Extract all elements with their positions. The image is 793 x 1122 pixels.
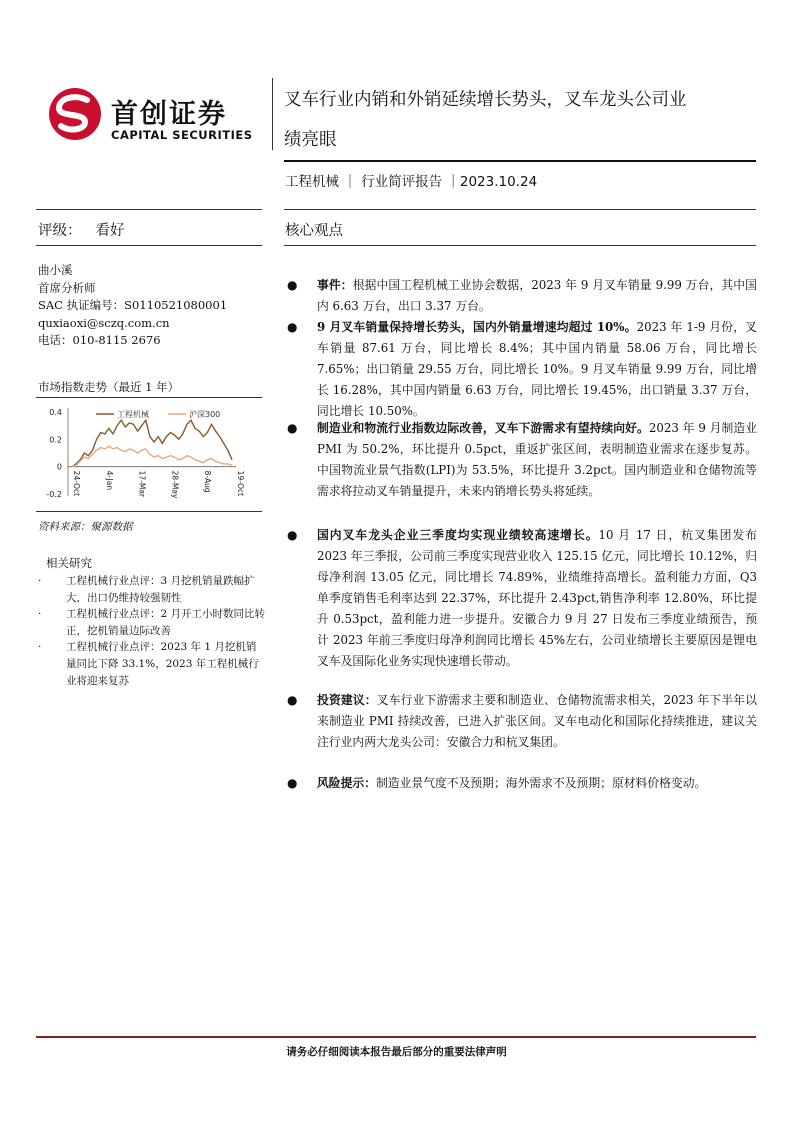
y-tick-label: -0.2 [46, 490, 62, 499]
x-tick-label: 24-Oct [72, 470, 81, 497]
legal-notice: 请务必仔细阅读本报告最后部分的重要法律声明 [286, 1046, 507, 1058]
bullet-body: 制造业景气度不及预期；海外需求不及预期；原材料价格变动。 [376, 776, 707, 790]
report-title [284, 80, 754, 160]
bullet-body: 根据中国工程机械工业协会数据，2023 年 9 月叉车销量 9.99 万台，其中国内 6.63 万台，出口 3.37 万台。 [317, 278, 757, 313]
core-bullet-risk [287, 773, 757, 794]
chart-title: 市场指数走势（最近 1 年） [38, 380, 180, 394]
related-item[interactable] [38, 639, 266, 690]
bullet-dot-icon: ● [287, 278, 298, 292]
bullet-lead: 制造业和物流行业指数边际改善，叉车下游需求有望持续向好。 [317, 421, 649, 435]
rating-value: 看好 [95, 223, 125, 239]
core-rule-bottom [284, 245, 756, 246]
x-tick-label: 28-May [170, 470, 180, 499]
analyst-info [38, 262, 268, 350]
bullet-mark: · [38, 575, 42, 587]
x-tick-label: 19-Oct [236, 470, 245, 497]
bullet-mark: · [38, 608, 42, 620]
core-bullet-pmi [287, 418, 757, 502]
related-research-heading: 相关研究 [46, 556, 92, 570]
bullet-body: 2023 年 1-9 月份，叉车销量 87.61 万台，同比增长 8.4%；其中国内销量 58.06 万台，同比增长 7.65%；出口销量 29.55 万台，同比增长 10%。9 月叉车销量 9.99 万台，同比增长 16.28%，其中国内销量 6.63 万台，同比增长 19.45%，出口销量 3.37 万台，同比增长 10.50%。 [317, 320, 757, 418]
series-line-csi300 [72, 446, 232, 467]
footer-rule [36, 1036, 756, 1038]
core-bullet-leaders [287, 525, 757, 672]
bullet-dot-icon: ● [287, 320, 298, 334]
related-item-text[interactable]: 工程机械行业点评：2023 年 1 月挖机销量同比下降 33.1%，2023 年工程机械行业将迎来复苏 [66, 641, 259, 687]
title-line-1: 叉车行业内销和外销延续增长势头，叉车龙头公司业 [284, 90, 687, 110]
bullet-lead: 国内叉车龙头企业三季度均实现业绩较高速增长。 [317, 528, 599, 542]
x-tick-label: 4-Jan [104, 470, 114, 491]
related-item-text[interactable]: 工程机械行业点评：2 月开工小时数同比转正，挖机销量边际改善 [66, 608, 266, 637]
header-divider [272, 78, 273, 150]
logo-en-text: CAPITAL SECURITIES [111, 128, 253, 142]
company-logo [45, 88, 275, 148]
core-bullet-sales [287, 317, 757, 422]
core-rule-top [284, 209, 756, 210]
related-item-text[interactable]: 工程机械行业点评：3 月挖机销量跌幅扩大，出口仍维持较强韧性 [66, 575, 255, 604]
analyst-email[interactable]: quxiaoxi@sczq.com.cn [38, 315, 170, 330]
title-line-2: 绩亮眼 [284, 130, 337, 150]
analyst-name: 曲小溪 [38, 263, 73, 277]
legend-label: 沪深300 [189, 410, 221, 419]
related-item[interactable] [38, 573, 266, 607]
analyst-sac: SAC 执证编号：S0110521080001 [38, 298, 228, 312]
core-bullet-advice [287, 690, 757, 753]
legend-label: 工程机械 [117, 410, 149, 419]
analyst-role: 首席分析师 [38, 280, 96, 295]
rating-rule-top [36, 209, 262, 210]
analyst-phone: 电话：010-8115 2676 [38, 333, 161, 347]
bullet-body: 2023 年 9 月制造业 PMI 为 50.2%，环比提升 0.5pct，重返扩张区间，表明制造业需求在逐步复苏。中国物流业景气指数(LPI)为 53.5%，环比提升 3.2pct。国内制造业和仓储物流等需求将拉动叉车销量提升，未来内销增长势头将延续。 [317, 421, 757, 498]
bullet-lead: 投资建议： [317, 693, 377, 707]
logo-cn-text: 首创证券 [111, 99, 227, 130]
related-item[interactable] [38, 606, 266, 640]
bullet-dot-icon: ● [287, 528, 298, 542]
y-tick-label: 0 [56, 462, 62, 472]
y-tick-label: 0.4 [49, 408, 62, 417]
core-views-heading: 核心观点 [285, 223, 343, 239]
bullet-body: 10 月 17 日，杭叉集团发布 2023 年三季报，公司前三季度实现营业收入 125.15 亿元，同比增长 10.12%，归母净利润 13.05 亿元，同比增长 74.89%，业绩维持高增长。盈利能力方面，Q3 单季度销售毛利率达到 22.37%，环比提升 2.43pct,销售净利率 12.80%，环比提升 0.53pct，盈利能力进一步提升。安徽合力 9 月 27 日发布三季度业绩预告，预计 2023 年前三季度归母净利润同比增长 45%左右，公司业绩增长主要原因是锂电叉车及国际化业务实现快速增长带动。 [317, 528, 757, 668]
bullet-dot-icon: ● [287, 776, 298, 790]
bullet-dot-icon: ● [287, 693, 298, 707]
x-tick-label: 8-Aug [203, 470, 213, 493]
bullet-lead: 事件： [317, 278, 353, 292]
title-rule [284, 160, 756, 162]
chart-source: 资料来源：聚源数据 [38, 521, 133, 533]
x-tick-label: 17-Mar [137, 470, 147, 498]
bullet-mark: · [38, 641, 42, 653]
core-bullet-event [287, 275, 757, 317]
bullet-lead: 9 月叉车销量保持增长势头，国内外销量增速均超过 10%。 [317, 320, 637, 334]
rating-rule-bottom [36, 245, 262, 246]
bullet-lead: 风险提示： [317, 776, 376, 790]
bullet-dot-icon: ● [287, 421, 298, 435]
report-category-line: 工程机械 ｜ 行业简评报告 ｜2023.10.24 [285, 174, 538, 190]
rating [38, 219, 125, 240]
rating-label: 评级： [38, 223, 82, 239]
y-tick-label: 0.2 [49, 435, 62, 445]
bullet-body: 叉车行业下游需求主要和制造业、仓储物流需求相关，2023 年下半年以来制造业 PMI 持续改善，已进入扩张区间。叉车电动化和国际化持续推进，建议关注行业内两大龙头公司：安徽合力和杭叉集团。 [317, 693, 757, 749]
index-trend-chart [36, 398, 262, 510]
